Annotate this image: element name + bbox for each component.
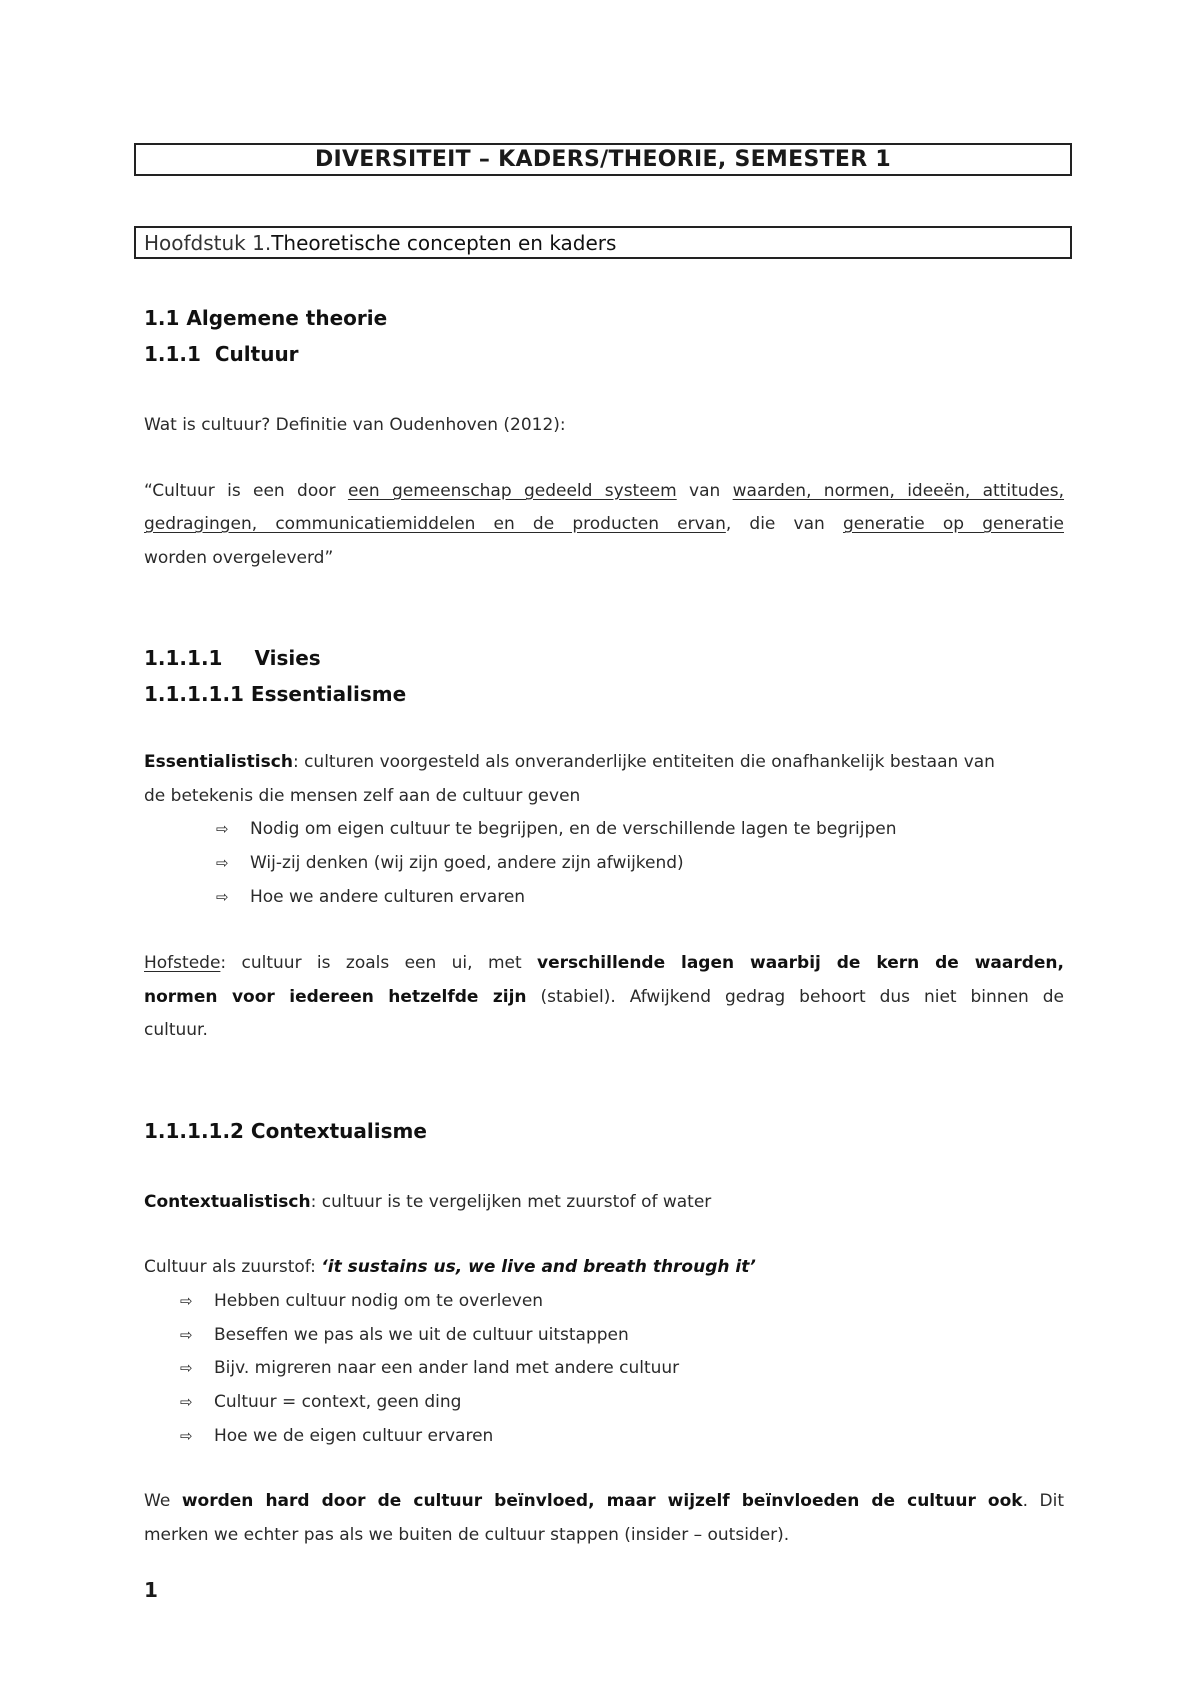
essentialism-def-line-1 — [144, 752, 995, 772]
quote-underlined-text: gedragingen, communicatiemiddelen en de producten ervan — [144, 514, 726, 534]
list-item — [216, 887, 525, 907]
quote-underlined-text: een gemeenschap gedeeld systeem — [347, 481, 677, 501]
quote-line-2 — [144, 514, 1064, 534]
section-heading-1-1-1-1 — [144, 646, 321, 670]
hofstede-bold-text: verschillende lagen waarbij de kern de waarden, — [537, 953, 1064, 973]
closing-line-1 — [144, 1491, 1064, 1511]
list-item-text: Hebben cultuur nodig om te overleven — [214, 1291, 544, 1311]
chapter-name: Theoretische concepten en kaders — [271, 230, 617, 255]
essentialism-def-line-2: de betekenis die mensen zelf aan de cultuur geven — [144, 786, 581, 806]
document-title — [134, 143, 1072, 176]
arrow-icon: ⇨ — [180, 1292, 193, 1310]
intro-text: Wat is cultuur? Definitie van Oudenhoven (2012): — [144, 415, 566, 435]
oxygen-quote: ‘it sustains us, we live and breath through it’ — [321, 1257, 756, 1277]
quote-line-3: worden overgeleverd” — [144, 548, 334, 568]
closing-line-2: merken we echter pas als we buiten de cultuur stappen (insider – outsider). — [144, 1525, 790, 1545]
list-item — [180, 1358, 679, 1378]
hofstede-line-3: cultuur. — [144, 1020, 208, 1040]
list-item — [216, 819, 897, 839]
essentialism-definition: : culturen voorgesteld als onveranderlijke entiteiten die onafhankelijk bestaan van — [292, 752, 995, 772]
closing-text: We — [144, 1491, 182, 1511]
chapter-label: Hoofdstuk 1. — [144, 230, 272, 255]
section-heading-essentialisme: 1.1.1.1.1 Essentialisme — [144, 682, 407, 706]
list-item — [180, 1291, 543, 1311]
hofstede-line-1 — [144, 953, 1064, 973]
document-title-text: DIVERSITEIT – KADERS/THEORIE, SEMESTER 1 — [314, 147, 892, 172]
section-heading-1-1-1: 1.1.1 Cultuur — [144, 342, 299, 366]
section-number: 1.1.1.1 — [144, 646, 223, 670]
list-item — [180, 1426, 493, 1446]
chapter-heading — [134, 226, 1072, 259]
arrow-icon: ⇨ — [216, 888, 229, 906]
list-item-text: Cultuur = context, geen ding — [214, 1392, 462, 1412]
arrow-icon: ⇨ — [180, 1393, 193, 1411]
section-name: Visies — [254, 646, 321, 670]
list-item-text: Beseffen we pas als we uit de cultuur uitstappen — [214, 1325, 629, 1345]
closing-bold-text: worden hard door de cultuur beïnvloed, maar wijzelf beïnvloeden de cultuur ook — [181, 1491, 1023, 1511]
oxygen-label: Cultuur als zuurstof: — [144, 1257, 322, 1277]
contextualism-definition: : cultuur is te vergelijken met zuurstof of water — [310, 1192, 712, 1212]
list-item-text: Nodig om eigen cultuur te begrijpen, en de verschillende lagen te begrijpen — [250, 819, 897, 839]
arrow-icon: ⇨ — [180, 1427, 193, 1445]
quote-text: “Cultuur is een door — [144, 481, 348, 501]
hofstede-bold-text: normen voor iedereen hetzelfde zijn — [144, 987, 527, 1007]
list-item-text: Hoe we de eigen cultuur ervaren — [214, 1426, 494, 1446]
essentialism-term: Essentialistisch — [144, 752, 293, 772]
quote-line-1 — [144, 481, 1064, 501]
hofstede-name: Hofstede — [144, 953, 221, 973]
quote-underlined-text: waarden, normen, ideeën, attitudes, — [732, 481, 1065, 501]
oxygen-line — [144, 1257, 756, 1277]
list-item-text: Bijv. migreren naar een ander land met andere cultuur — [214, 1358, 680, 1378]
section-heading-contextualisme: 1.1.1.1.2 Contextualisme — [144, 1119, 427, 1143]
closing-text: . Dit — [1022, 1491, 1064, 1511]
hofstede-line-2 — [144, 987, 1064, 1007]
arrow-icon: ⇨ — [180, 1326, 193, 1344]
contextualism-term: Contextualistisch — [144, 1192, 311, 1212]
list-item — [180, 1325, 629, 1345]
arrow-icon: ⇨ — [216, 820, 229, 838]
section-heading-1-1: 1.1 Algemene theorie — [144, 306, 388, 330]
list-item — [180, 1392, 461, 1412]
contextualism-def — [144, 1192, 711, 1212]
hofstede-text: : cultuur is zoals een ui, met — [220, 953, 538, 973]
hofstede-text: (stabiel). Afwijkend gedrag behoort dus niet binnen de — [526, 987, 1065, 1007]
list-item-text: Hoe we andere culturen ervaren — [250, 887, 526, 907]
quote-text: , die van — [725, 514, 843, 534]
list-item-text: Wij-zij denken (wij zijn goed, andere zijn afwijkend) — [250, 853, 684, 873]
page-number: 1 — [144, 1578, 158, 1602]
list-item — [216, 853, 684, 873]
arrow-icon: ⇨ — [180, 1359, 193, 1377]
arrow-icon: ⇨ — [216, 854, 229, 872]
quote-underlined-text: generatie op generatie — [842, 514, 1064, 534]
quote-text: van — [676, 481, 733, 501]
